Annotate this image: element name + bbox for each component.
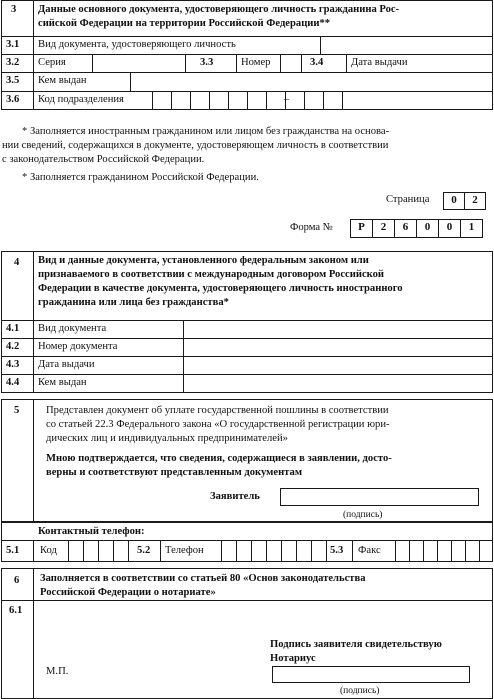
- row-4-1-label: Вид документа: [38, 323, 107, 334]
- form-char-2: 2: [372, 219, 395, 238]
- row-4-3-number: 4.3: [6, 359, 20, 370]
- row-4-2-number: 4.2: [6, 341, 20, 352]
- row-4-4-number: 4.4: [6, 377, 20, 388]
- row-3-6-number: 3.6: [6, 94, 20, 105]
- row-3-3-label: Номер: [241, 57, 271, 68]
- row-5-1-number: 5.1: [6, 545, 20, 556]
- form-label: Форма №: [290, 222, 333, 233]
- footnote-line-4: * Заполняется гражданином Российской Федерации.: [22, 172, 259, 183]
- section-5-number: 5: [14, 405, 20, 416]
- section-6-title-line2: Российской Федерации о нотариате»: [40, 587, 216, 598]
- notary-line1: Подпись заявителя свидетельствую: [270, 639, 442, 650]
- footnote-line-3: с законодательством Российской Федерации.: [2, 154, 205, 165]
- section-3-number: 3: [11, 4, 17, 15]
- row-4-1-number: 4.1: [6, 323, 20, 334]
- section-5-text-line2: со статьей 22.3 Федерального закона «О государственной регистрации юри-: [46, 419, 390, 430]
- row-5-1-label: Код: [40, 545, 57, 556]
- number-field[interactable]: [281, 55, 301, 72]
- row-6-1-number: 6.1: [9, 605, 23, 616]
- section-4-number: 4: [14, 257, 20, 268]
- footnote-line-2: нии сведений, содержащихся в документе, удостоверяющем личность в соответствии: [2, 140, 389, 151]
- issue-date-field[interactable]: [425, 55, 492, 72]
- form-char-6: 1: [460, 219, 483, 238]
- row-3-1-label: Вид документа, удостоверяющего личность: [38, 39, 236, 50]
- page-digit-2: 2: [464, 192, 486, 210]
- document-type-field[interactable]: [321, 37, 492, 54]
- foreign-document-number-field[interactable]: [184, 339, 492, 356]
- row-3-4-label: Дата выдачи: [351, 57, 408, 68]
- form-char-1: Р: [350, 219, 373, 238]
- division-code-dash: –: [284, 94, 290, 105]
- section-3-title-line1: Данные основного документа, удостоверяющего личность гражданина Рос-: [38, 4, 400, 15]
- form-char-4: 0: [416, 219, 439, 238]
- notary-line2: Нотариус: [270, 653, 316, 664]
- row-5-3-number: 5.3: [330, 545, 344, 556]
- row-3-3-number: 3.3: [200, 57, 214, 68]
- row-5-2-number: 5.2: [137, 545, 151, 556]
- row-3-2-label: Серия: [38, 57, 66, 68]
- applicant-signature-caption: (подпись): [343, 510, 383, 520]
- row-4-3-label: Дата выдачи: [38, 359, 95, 370]
- section-4-title-line3: Федерации в качестве документа, удостоверяющего личность иностранного: [38, 283, 403, 294]
- page-label: Страница: [386, 194, 430, 205]
- mp-label: М.П.: [46, 666, 69, 677]
- row-5-3-label: Факс: [358, 545, 381, 556]
- series-field[interactable]: [93, 55, 185, 72]
- applicant-signature-field[interactable]: [280, 488, 479, 506]
- section-4-title-line4: гражданина или лица без гражданства*: [38, 297, 229, 308]
- notary-signature-caption: (подпись): [340, 686, 380, 696]
- footnote-line-1: * Заполняется иностранным гражданином или лицом без гражданства на основа-: [22, 126, 390, 137]
- form-char-5: 0: [438, 219, 461, 238]
- row-3-5-label: Кем выдан: [38, 75, 87, 86]
- row-3-4-number: 3.4: [310, 57, 324, 68]
- section-5-text-line1: Представлен документ об уплате государственной пошлины в соответствии: [46, 405, 389, 416]
- row-3-6-label: Код подразделения: [38, 94, 124, 105]
- row-4-2-label: Номер документа: [38, 341, 118, 352]
- row-3-5-number: 3.5: [6, 75, 20, 86]
- row-3-1-number: 3.1: [6, 39, 20, 50]
- section-4-title-line1: Вид и данные документа, установленного федеральным законом или: [38, 255, 369, 266]
- form-char-3: 6: [394, 219, 417, 238]
- applicant-label: Заявитель: [210, 491, 260, 502]
- foreign-issue-date-field[interactable]: [184, 357, 492, 374]
- page-digit-1: 0: [443, 192, 465, 210]
- issued-by-field[interactable]: [131, 73, 492, 91]
- notary-signature-field[interactable]: [272, 666, 470, 683]
- section-6-title-line1: Заполняется в соответствии со статьей 80 «Основ законодательства: [40, 573, 366, 584]
- row-5-2-label: Телефон: [165, 545, 204, 556]
- section-6-number: 6: [14, 575, 20, 586]
- row-4-4-label: Кем выдан: [38, 377, 87, 388]
- contact-phone-heading: Контактный телефон:: [38, 526, 145, 537]
- section-5-confirm-line1: Мною подтверждается, что сведения, содержащиеся в заявлении, досто-: [46, 453, 392, 464]
- foreign-document-type-field[interactable]: [184, 321, 492, 338]
- row-3-2-number: 3.2: [6, 57, 20, 68]
- section-5-confirm-line2: верны и соответствуют представленным документам: [46, 467, 303, 478]
- section-4-title-line2: признаваемого в соответствии с международным договором Российской: [38, 269, 385, 280]
- section-5-text-line3: дических лиц и индивидуальных предпринимателей»: [46, 433, 288, 444]
- foreign-issued-by-field[interactable]: [184, 375, 492, 392]
- section-3-title-line2: сийской Федерации на территории Российской Федерации**: [38, 18, 331, 29]
